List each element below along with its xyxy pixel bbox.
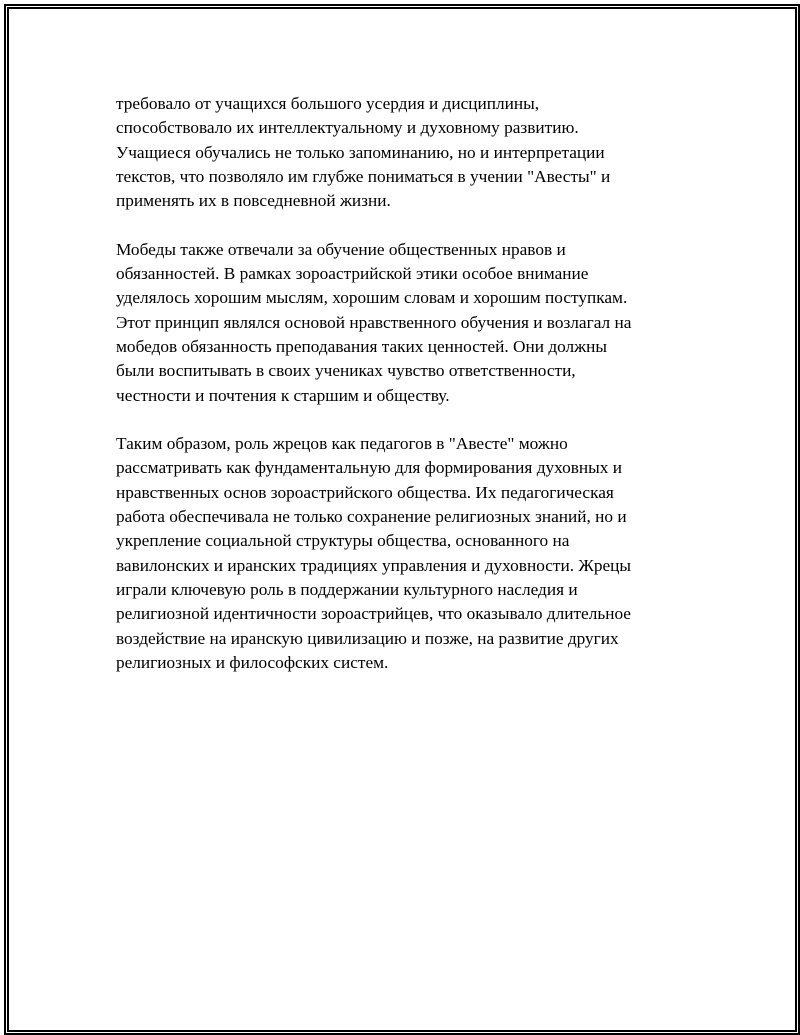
text-line: воздействие на иранскую цивилизацию и позже, на развитие других (116, 628, 619, 648)
text-line: нравственных основ зороастрийского общества. Их педагогическая (116, 482, 614, 502)
text-line: работа обеспечивала не только сохранение религиозных знаний, но и (116, 507, 627, 527)
document-body (116, 92, 696, 699)
text-line: Этот принцип являлся основой нравственного обучения и возлагал на (116, 312, 632, 332)
text-line: текстов, что позволяло им глубже пониматься в учении "Авесты" и (116, 166, 611, 186)
text-line: религиозной идентичности зороастрийцев, что оказывало длительное (116, 604, 631, 624)
text-line: Таким образом, роль жрецов как педагогов в "Авесте" можно (116, 434, 568, 454)
text-line: Учащиеся обучались не только запоминанию, но и интерпретации (116, 142, 605, 162)
text-line: требовало от учащихся большого усердия и дисциплины, (116, 94, 540, 113)
text-line: играли ключевую роль в поддержании культурного наследия и (116, 579, 578, 599)
text-line: применять их в повседневной жизни. (116, 191, 391, 211)
paragraph-2 (116, 238, 696, 408)
text-line: способствовало их интеллектуальному и духовному развитию. (116, 118, 579, 138)
text-line: мобедов обязанность преподавания таких ценностей. Они должны (116, 336, 607, 356)
text-line: религиозных и философских систем. (116, 652, 389, 672)
text-line: Мобеды также отвечали за обучение общественных нравов и (116, 239, 566, 259)
text-line: рассматривать как фундаментальную для формирования духовных и (116, 458, 622, 478)
text-line: укрепление социальной структуры общества, основанного на (116, 531, 570, 551)
text-line: уделялось хорошим мыслям, хорошим словам и хорошим поступкам. (116, 288, 628, 308)
text-line: были воспитывать в своих учениках чувство ответственности, (116, 361, 576, 381)
text-line: вавилонских и иранских традициях управления и духовности. Жрецы (116, 555, 632, 575)
paragraph-1 (116, 92, 696, 213)
text-line: обязанностей. В рамках зороастрийской этики особое внимание (116, 264, 589, 284)
paragraph-3 (116, 432, 696, 675)
text-line: честности и почтения к старшим и обществу. (116, 385, 450, 405)
